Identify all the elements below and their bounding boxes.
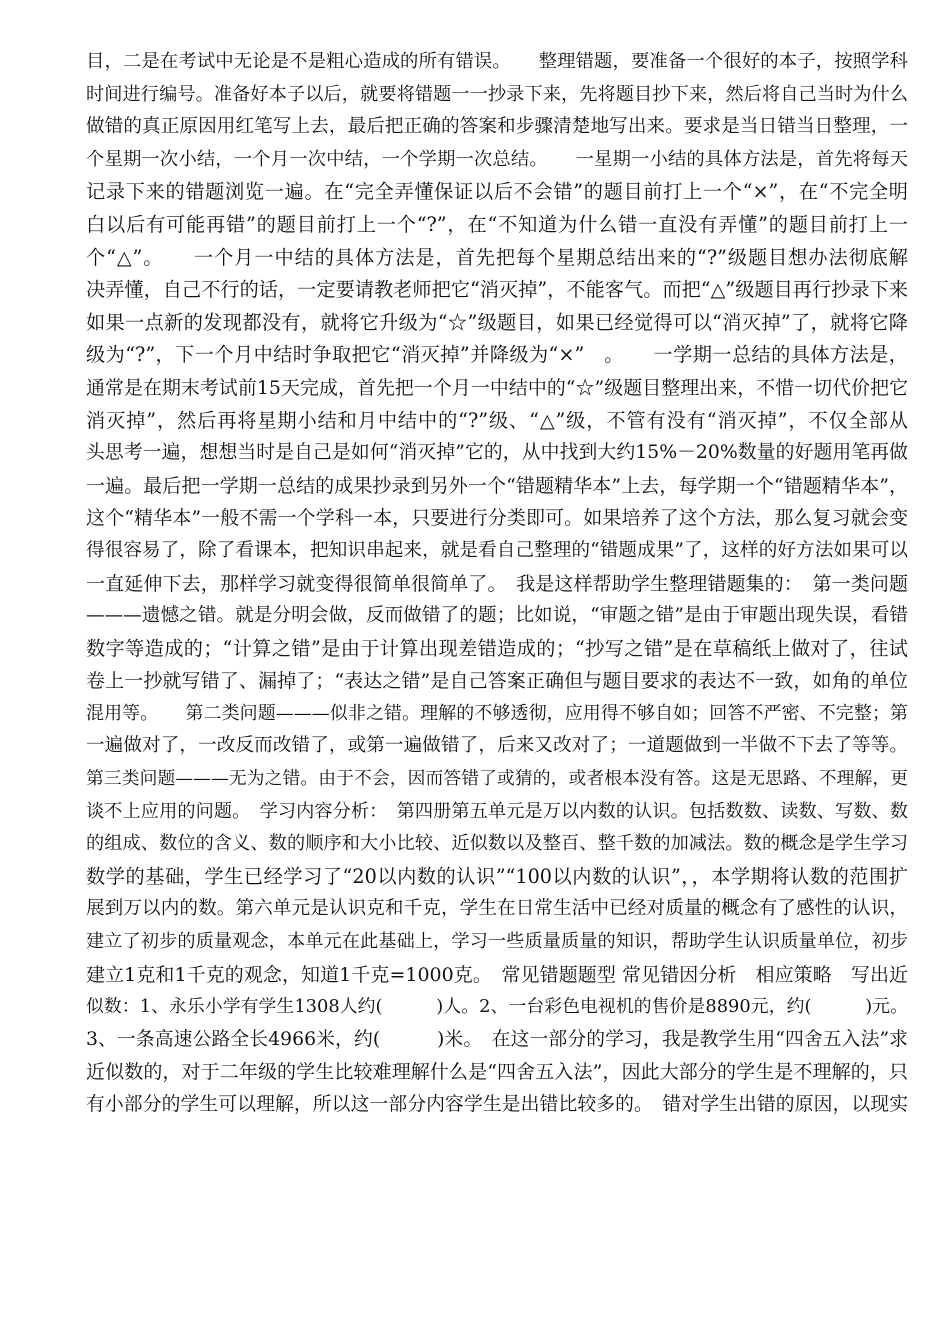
text-line: 有小部分的学生可以理解，所以这一部分内容学生是出错比较多的。 错对学生出错的原因，以现实 [86, 1094, 908, 1115]
text-line: 3、一条高速公路全长4966米，约( )米。 在这一部分的学习，我是教学生用“四舍五入法”求 [86, 1028, 908, 1050]
text-line: 如果一点新的发现都没有，就将它升级为“☆”级题目，如果已经觉得可以“消灭掉”了，就将它降 [86, 310, 908, 334]
body-text [86, 46, 908, 1122]
text-line: 消灭掉”，然后再将星期小结和月中结中的“?”级、“△”级，不管有没有“消灭掉”，不仅全部从 [86, 408, 908, 432]
text-line: 展到万以内的数。第六单元是认识克和千克，学生在日常生活中已经对质量的概念有了感性的认识， [86, 898, 908, 920]
text-line: 近似数的，对于二年级的学生比较难理解什么是“四舍五入法”，因此大部分的学生是不理解的，只 [86, 1061, 908, 1084]
text-line: 似数：1、永乐小学有学生1308人约( )人。2、一台彩色电视机的售价是8890元，约( )元。 [86, 996, 908, 1018]
text-line: 通常是在期末考试前15天完成，首先把一个月一中结中的“☆”级题目整理出来，不惜一切代价把它 [86, 376, 908, 399]
text-line: 数字等造成的；“计算之错”是由于计算出现差错造成的；“抄写之错”是在草稿纸上做对了，往试 [86, 636, 908, 660]
text-line: 谈不上应用的问题。 学习内容分析： 第四册第五单元是万以内数的认识。包括数数、读数、写数、数 [86, 800, 908, 822]
text-line: 一遍做对了，一改反而改错了，或第一遍做错了，后来又改对了；一道题做到一半做不下去了等等。 [86, 735, 908, 757]
text-line: 级为“?”，下一个月中结时争取把它“消灭掉”并降级为“×” 。 一学期一总结的具体方法是， [86, 343, 908, 367]
text-line: 做错的真正原因用红笔写上去，最后把正确的答案和步骤清楚地写出来。要求是当日错当日整理，一 [86, 116, 908, 138]
text-line: 个星期一次小结，一个月一次中结，一个学期一次总结。 一星期一小结的具体方法是，首先将每天 [86, 148, 908, 170]
text-line: 建立了初步的质量观念，本单元在此基础上，学习一些质量质量的知识，帮助学生认识质量单位，初步 [86, 931, 908, 953]
text-line: 时间进行编号。准备好本子以后，就要将错题一一抄录下来，先将题目抄下来，然后将自己当时为什么 [86, 83, 908, 105]
text-line: 混用等。 第二类问题———似非之错。理解的不够透彻，应用得不够自如；回答不严密、不完整；第 [86, 702, 908, 724]
text-line: 数学的基础，学生已经学习了“20以内数的认识”“100以内数的认识”，，本学期将认数的范围扩 [86, 864, 908, 888]
text-line: 头思考一遍，想想当时是自己是如何“消灭掉”它的，从中找到大约15%－20%数量的好题用笔再做 [86, 442, 908, 464]
text-line: 个“△”。 一个月一中结的具体方法是，首先把每个星期总结出来的“?”级题目想办法彻底解 [86, 245, 908, 269]
text-line: 的组成、数位的含义、数的顺序和大小比较、近似数以及整百、整千数的加减法。数的概念是学生学习 [86, 833, 908, 855]
text-line: 得很容易了，除了看课本，把知识串起来，就是看自己整理的“错题成果”了，这样的好方法如果可以 [86, 539, 908, 561]
text-line: 一遍。最后把一学期一总结的成果抄录到另外一个“错题精华本”上去，每学期一个“错题精华本”， [86, 474, 908, 497]
text-line: 白以后有可能再错”的题目前打上一个“?”，在“不知道为什么错一直没有弄懂”的题目前打上一 [86, 212, 908, 236]
text-line: 这个“精华本”一般不需一个学科一本，只要进行分类即可。如果培养了这个方法，那么复习就会变 [86, 507, 908, 530]
text-line: 第三类问题———无为之错。由于不会，因而答错了或猜的，或者根本没有答。这是无思路、不理解，更 [86, 768, 908, 790]
text-line: 一直延伸下去，那样学习就变得很简单很简单了。 我是这样帮助学生整理错题集的： 第一类问题 [86, 572, 908, 595]
text-line: ———遗憾之错。就是分明会做，反而做错了的题；比如说，“审题之错”是由于审题出现失误，看错 [86, 605, 908, 627]
text-line: 记录下来的错题浏览一遍。在“完全弄懂保证以后不会错”的题目前打上一个“×”，在“不完全明 [86, 180, 908, 204]
text-line: 目，二是在考试中无论是不是粗心造成的所有错误。 整理错题，要准备一个很好的本子，按照学科 [86, 51, 908, 72]
text-line: 建立1克和1千克的观念，知道1千克=1000克。 常见错题题型 常见错因分析 相应策略 写出近 [86, 963, 908, 986]
text-line: 卷上一抄就写错了、漏掉了；“表达之错”是自己答案正确但与题目要求的表达不一致，如角的单位 [86, 670, 908, 693]
text-line: 决弄懂，自己不行的话，一定要请教老师把它“消灭掉”，不能客气。而把“△”级题目再行抄录下来 [86, 278, 908, 302]
